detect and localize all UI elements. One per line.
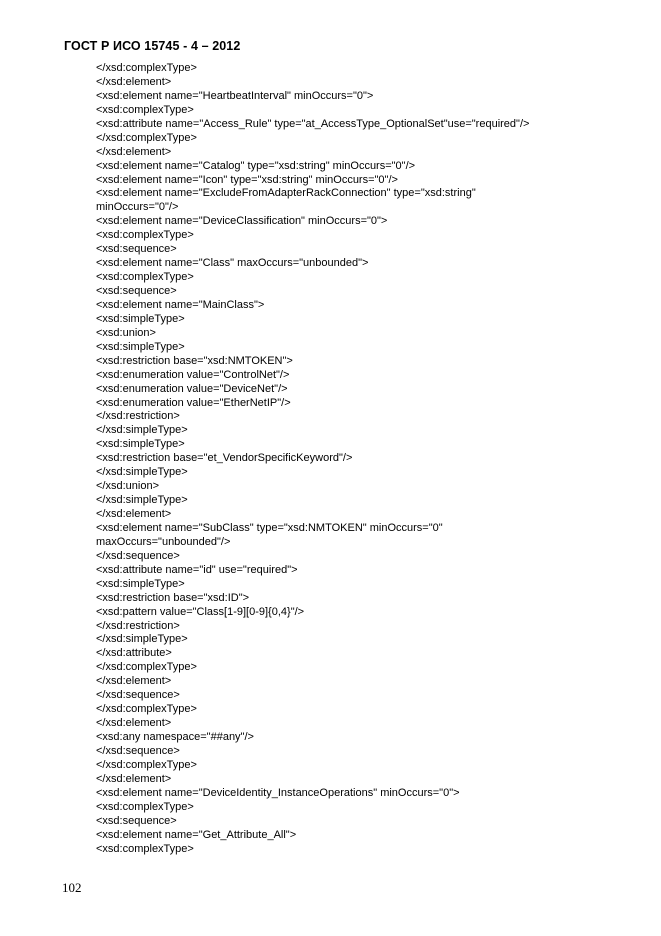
code-line: </xsd:complexType> [96,703,197,716]
code-line: <xsd:attribute name="Access_Rule" type="at_AccessType_OptionalSet"use="required"/> [96,117,530,130]
code-line: </xsd:element> [96,675,172,688]
code-line: </xsd:complexType> [96,661,197,674]
code-line: <xsd:union> [96,326,156,339]
code-line: <xsd:sequence> [96,285,177,297]
code-line: <xsd:complexType> [96,103,194,116]
code-line: <xsd:element name="Catalog" type="xsd:string" minOccurs="0"/> [96,159,416,172]
code-line: </xsd:restriction> [96,619,180,632]
code-line: </xsd:element> [96,772,172,785]
code-line: <xsd:attribute name="id" use="required"> [96,563,298,576]
code-line: <xsd:enumeration value="EtherNetIP"/> [96,396,291,409]
code-line: <xsd:complexType> [96,229,194,242]
code-line: <xsd:element name="Class" maxOccurs="unbounded"> [96,257,369,270]
code-line: </xsd:complexType> [96,62,197,74]
code-line: <xsd:sequence> [96,243,177,256]
code-line: <xsd:simpleType> [96,340,185,353]
code-line: <xsd:element name="ExcludeFromAdapterRackConnection" type="xsd:string" [96,187,476,200]
code-line: <xsd:simpleType> [96,577,185,590]
code-line: </xsd:restriction> [96,410,180,423]
code-line: </xsd:simpleType> [96,424,188,437]
code-line: <xsd:enumeration value="ControlNet"/> [96,368,290,381]
code-line: <xsd:any namespace="##any"/> [96,731,254,743]
code-line: </xsd:simpleType> [96,633,188,646]
code-line: </xsd:sequence> [96,744,180,757]
code-line: </xsd:element> [96,717,172,730]
code-line: maxOccurs="unbounded"/> [96,535,231,548]
code-line: </xsd:simpleType> [96,494,188,507]
code-line: <xsd:sequence> [96,814,177,827]
code-line: </xsd:complexType> [96,131,197,144]
code-line: </xsd:complexType> [96,758,197,771]
code-line: </xsd:union> [96,480,159,493]
code-line: <xsd:element name="MainClass"> [96,298,265,311]
code-line: <xsd:simpleType> [96,312,185,325]
code-line: <xsd:pattern value="Class[1-9][0-9]{0,4}"/> [96,605,305,618]
code-line: <xsd:element name="SubClass" type="xsd:NMTOKEN" minOccurs="0" [96,521,443,534]
code-line: <xsd:complexType> [96,800,194,813]
page-number: 102 [62,880,82,895]
code-line: </xsd:element> [96,75,172,88]
code-line: <xsd:restriction base="xsd:NMTOKEN"> [96,354,293,367]
xsd-code-block [96,62,596,856]
code-line: <xsd:enumeration value="DeviceNet"/> [96,382,288,395]
code-line: <xsd:complexType> [96,271,194,284]
code-line: <xsd:element name="DeviceIdentity_InstanceOperations" minOccurs="0"> [96,786,460,799]
code-line: <xsd:element name="HeartbeatInterval" minOccurs="0"> [96,89,374,102]
code-line: </xsd:sequence> [96,549,180,562]
code-line: <xsd:restriction base="et_VendorSpecificKeyword"/> [96,452,353,465]
document-header-title: ГОСТ Р ИСО 15745 - 4 – 2012 [64,39,241,53]
code-line: </xsd:sequence> [96,689,180,702]
code-line: <xsd:restriction base="xsd:ID"> [96,591,250,604]
code-line: <xsd:element name="Icon" type="xsd:string" minOccurs="0"/> [96,173,398,186]
code-line: </xsd:element> [96,508,172,520]
code-line: <xsd:element name="DeviceClassification" minOccurs="0"> [96,215,388,228]
code-line: <xsd:complexType> [96,842,194,855]
code-line: <xsd:element name="Get_Attribute_All"> [96,828,297,841]
code-line: </xsd:simpleType> [96,466,188,479]
code-line: </xsd:attribute> [96,647,172,660]
code-line: <xsd:simpleType> [96,438,185,451]
code-line: </xsd:element> [96,145,172,158]
code-line: minOccurs="0"/> [96,201,179,214]
